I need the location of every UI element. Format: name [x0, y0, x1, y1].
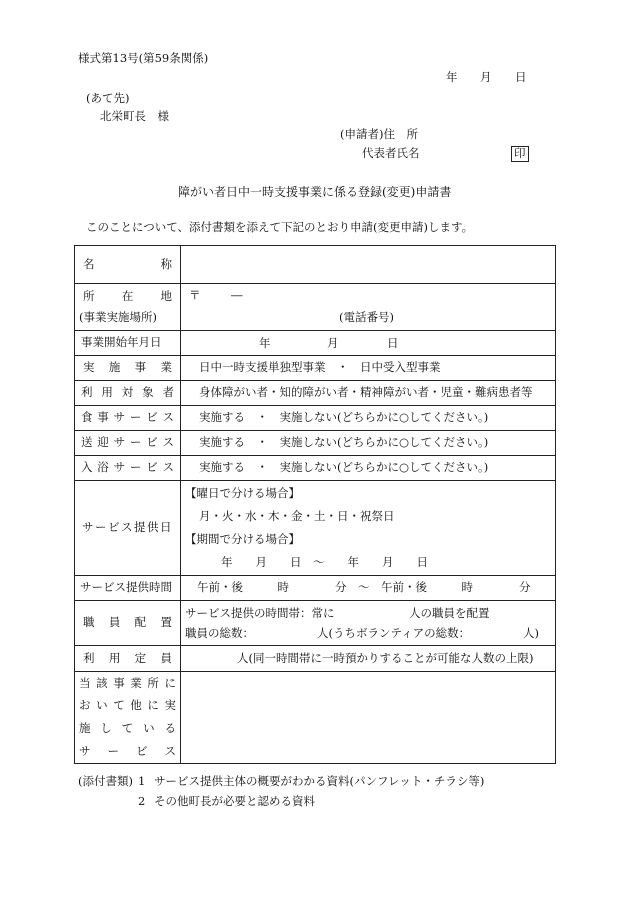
value-transport[interactable]: 実施する ・ 実施しない(どちらかに○してください。): [181, 431, 556, 456]
staff-always-label: サービス提供の時間帯：常に: [185, 606, 335, 620]
label-capacity: 利 用 定 員: [75, 646, 181, 672]
seal-mark: [511, 146, 529, 162]
row-start-date: [75, 331, 556, 356]
start-year: 年: [259, 336, 271, 350]
row-staff: [75, 601, 556, 646]
value-bath[interactable]: 実施する ・ 実施しない(どちらかに○してください。): [181, 456, 556, 481]
label-staff: 職 員 配 置: [75, 601, 181, 646]
label-bath: 入 浴 サ ー ビ ス: [75, 456, 181, 481]
intro-text: このことについて、添付書類を添えて下記のとおり申請(変更申請)します。: [86, 220, 474, 234]
label-transport: 送 迎 サ ー ビ ス: [75, 431, 181, 456]
addressee: 北栄町長 様: [100, 109, 169, 123]
attachment-2-number: 2: [138, 794, 146, 808]
row-name: [75, 246, 556, 284]
postal-dash: ―: [231, 288, 243, 302]
value-location[interactable]: [181, 284, 556, 331]
label-meal: 食 事 サ ー ビ ス: [75, 406, 181, 431]
value-start-date[interactable]: [181, 331, 556, 356]
start-day: 日: [387, 336, 399, 350]
attachments-label: (添付書類): [78, 774, 133, 788]
row-meal: [75, 406, 556, 431]
date-year-label: 年: [446, 70, 458, 84]
label-target: 利 用 対 象 者: [75, 381, 181, 406]
staff-total-label: 職員の総数：: [185, 626, 254, 640]
label-other-services: 当 該 事 業 所 に お い て 他 に 実 施 し て い る サ ー ビ ス: [75, 672, 181, 764]
row-other-services: [75, 672, 556, 764]
row-project: [75, 356, 556, 381]
attachment-2: その他町長が必要と認める資料: [154, 794, 315, 808]
application-form-table: [74, 245, 556, 764]
row-transport: [75, 431, 556, 456]
label-start-date: 事業開始年月日: [75, 331, 181, 356]
phone-label: (電話番号): [339, 310, 394, 324]
label-location: 所 在 地 (事業実施場所): [75, 284, 181, 331]
date-month-label: 月: [480, 70, 492, 84]
row-service-days: [75, 481, 556, 576]
value-service-days[interactable]: [181, 481, 556, 576]
value-name[interactable]: [181, 246, 556, 284]
label-service-hours: サービス提供時間: [75, 576, 181, 601]
label-project: 実 施 事 業: [75, 356, 181, 381]
form-number: 様式第13号(第59条関係): [78, 51, 209, 65]
attachment-1-number: 1: [138, 774, 146, 788]
applicant-address-label: (申請者)住 所: [340, 127, 418, 141]
seal-text: 印: [511, 146, 529, 162]
row-capacity: [75, 646, 556, 672]
representative-label: 代表者氏名: [362, 146, 420, 160]
value-other-services[interactable]: [181, 672, 556, 764]
row-target: [75, 381, 556, 406]
value-target[interactable]: 身体障がい者・知的障がい者・精神障がい者・児童・難病患者等: [181, 381, 556, 406]
date-day-label: 日: [515, 70, 527, 84]
row-location: [75, 284, 556, 331]
period-header: 【期間で分ける場合】: [185, 532, 300, 546]
value-capacity[interactable]: 人(同一時間帯に一時預かりすることが可能な人数の上限): [181, 646, 556, 672]
staff-always-unit: 人の職員を配置: [409, 606, 490, 620]
period-range: 年 月 日 ～ 年 月 日: [221, 555, 428, 569]
start-month: 月: [327, 336, 339, 350]
row-service-hours: [75, 576, 556, 601]
postal-mark: 〒: [189, 288, 201, 302]
value-meal[interactable]: 実施する ・ 実施しない(どちらかに○してください。): [181, 406, 556, 431]
staff-volunteer-unit: 人): [523, 626, 539, 640]
value-service-hours[interactable]: 午前・後 時 分 ～ 午前・後 時 分: [181, 576, 556, 601]
value-project[interactable]: 日中一時支援単独型事業 ・ 日中受入型事業: [181, 356, 556, 381]
weekday-options: 月・火・水・木・金・土・日・祝祭日: [199, 509, 395, 523]
attachment-1: サービス提供主体の概要がわかる資料(パンフレット・チラシ等): [154, 774, 485, 788]
label-service-days: サービス提供日: [75, 481, 181, 576]
staff-volunteer-label: 人(うちボランティアの総数：: [317, 626, 471, 640]
value-staff[interactable]: [181, 601, 556, 646]
row-bath: [75, 456, 556, 481]
label-name: 名 称: [75, 246, 181, 284]
addressee-label: (あて先): [86, 91, 130, 105]
weekday-header: 【曜日で分ける場合】: [185, 486, 300, 500]
document-title: 障がい者日中一時支援事業に係る登録(変更)申請書: [178, 185, 452, 199]
